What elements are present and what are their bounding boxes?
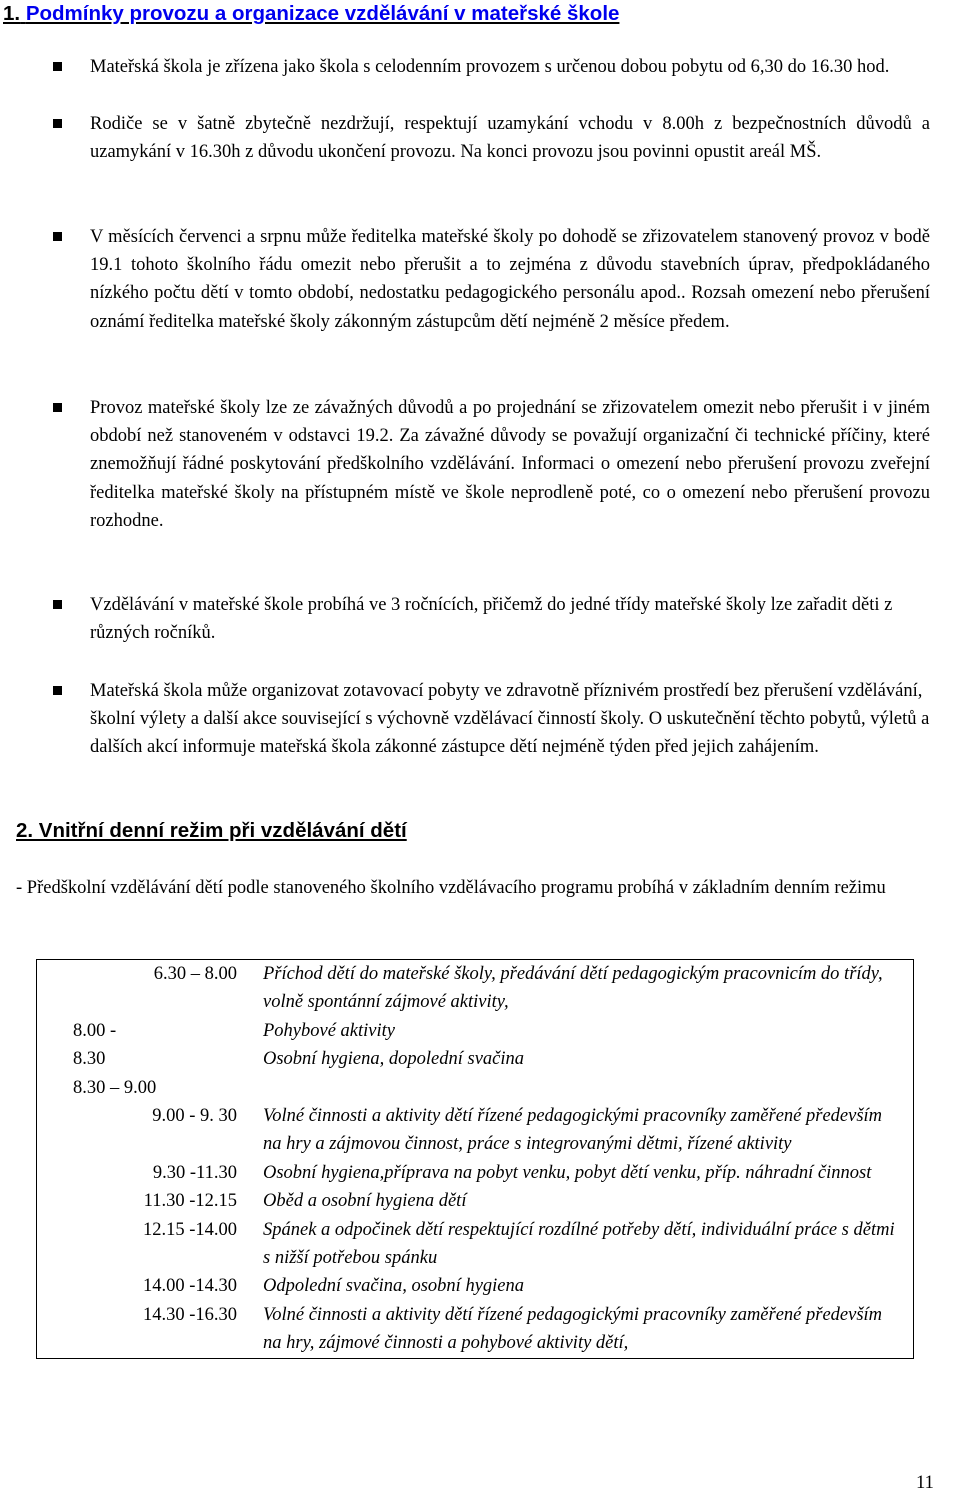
- table-row: [37, 1301, 914, 1358]
- schedule-activity: Spánek a odpočinek dětí respektující rozdílné potřeby dětí, individuální práce s dětmi s nižší potřebou spánku: [263, 1219, 895, 1269]
- list-item: Rodiče se v šatně zbytečně nezdržují, respektují uzamykání vchodu v 8.00h z bezpečnostních důvodů a uzamykání v 16.30h z důvodu ukončení provozu. Na konci provozu jsou povinni opustit areál MŠ.: [90, 114, 930, 163]
- bullet-marker-icon: [53, 62, 62, 71]
- schedule-activity: Osobní hygiena,příprava na pobyt venku, pobyt dětí venku, příp. náhradní činnost: [263, 1162, 872, 1183]
- schedule-time: 6.30 – 8.00: [153, 964, 237, 984]
- bullet-marker-icon: [53, 403, 62, 412]
- table-row: [37, 1102, 914, 1159]
- schedule-activity: Volné činnosti a aktivity dětí řízené pedagogickými pracovníky zaměřené především na hry a zájmovou činnost, práce s integrovanými dětmi, řízené aktivity: [263, 1106, 883, 1155]
- section-1-heading: [3, 2, 619, 26]
- schedule-time: 11.30 -12.15: [143, 1191, 237, 1212]
- list-item: Mateřská škola může organizovat zotavovací pobyty ve zdravotně příznivém prostředí bez přerušení vzdělávání, školní výlety a další akce související s výchovně vzdělávací činností školy. O uskutečnění těchto pobytů, výletů a dalších akcí informuje mateřská škola zákonné zástupce dětí nejméně týden před jejich zahájením.: [90, 681, 930, 758]
- list-item: Mateřská škola je zřízena jako škola s celodenním provozem s určenou dobou pobytu od 6,30 do 16.30 hod.: [90, 57, 890, 77]
- table-row: [37, 1187, 914, 1215]
- daily-schedule-table: [36, 959, 914, 1359]
- table-row: [37, 1272, 914, 1300]
- list-item: Vzdělávání v mateřské škole probíhá ve 3 ročnících, přičemž do jedné třídy mateřské školy lze zařadit děti z různých ročníků.: [90, 595, 893, 644]
- section-2-intro: - Předškolní vzdělávání dětí podle stanoveného školního vzdělávacího programu probíhá v základním denním režimu: [16, 878, 886, 898]
- section-2-heading: 2. Vnitřní denní režim při vzdělávání dětí: [16, 819, 407, 842]
- schedule-activity: Oběd a osobní hygiena dětí: [263, 1191, 467, 1212]
- schedule-time: 9.30 -11.30: [152, 1162, 237, 1183]
- schedule-activity: Odpolední svačina, osobní hygiena: [263, 1276, 525, 1297]
- table-row: [37, 1017, 914, 1102]
- section-1-title: Podmínky provozu a organizace vzdělávání v mateřské škole: [25, 2, 620, 25]
- section-1-number: 1.: [3, 2, 21, 25]
- schedule-time: 12.15 -14.00: [142, 1219, 237, 1240]
- table-row: [37, 1159, 914, 1187]
- bullet-marker-icon: [53, 600, 62, 609]
- schedule-time: 14.00 -14.30: [142, 1276, 237, 1297]
- bullet-marker-icon: [53, 232, 62, 241]
- page-number: 11: [916, 1473, 934, 1493]
- table-row: [37, 1216, 914, 1273]
- list-item: V měsících červenci a srpnu může ředitelka mateřské školy po dohodě se zřizovatelem stanovený provoz v bodě 19.1 tohoto školního řádu omezit nebo přerušit a to zejména z důvodu stavebních úprav, předpokládaného nízkého počtu dětí v tomto období, nedostatku pedagogického personálu apod.. Rozsah omezení nebo přerušení oznámí ředitelka mateřské školy zákonným zástupcům dětí nejméně 2 měsíce předem.: [90, 227, 930, 332]
- schedule-activity: Pohybové aktivity Osobní hygiena, dopolední svačina: [263, 1020, 525, 1070]
- schedule-activity: Volné činnosti a aktivity dětí řízené pedagogickými pracovníky zaměřené především na hry, zájmové činnosti a pohybové aktivity dětí,: [263, 1304, 883, 1354]
- schedule-time: 9.00 - 9. 30: [152, 1106, 237, 1127]
- bullet-marker-icon: [53, 119, 62, 128]
- list-item: Provoz mateřské školy lze ze závažných důvodů a po projednání se zřizovatelem omezit nebo přerušit i v jiném období než stanoveném v odstavci 19.2. Za závažné důvody se považují organizační či technické příčiny, které znemožňují řádné poskytování předškolního vzdělávání. Informaci o omezení nebo přerušení provozu zveřejní ředitelka mateřské školy na přístupném místě ve škole neprodleně poté, co o omezení nebo přerušení provozu rozhodne.: [90, 398, 930, 531]
- schedule-time: 8.00 - 8.30 8.30 – 9.00: [73, 1020, 157, 1098]
- table-row: [37, 960, 914, 1017]
- bullet-marker-icon: [53, 686, 62, 695]
- schedule-time: 14.30 -16.30: [142, 1304, 237, 1325]
- schedule-activity: Příchod dětí do mateřské školy, předávání dětí pedagogickým pracovnicím do třídy, volně spontánní zájmové aktivity,: [263, 964, 883, 1013]
